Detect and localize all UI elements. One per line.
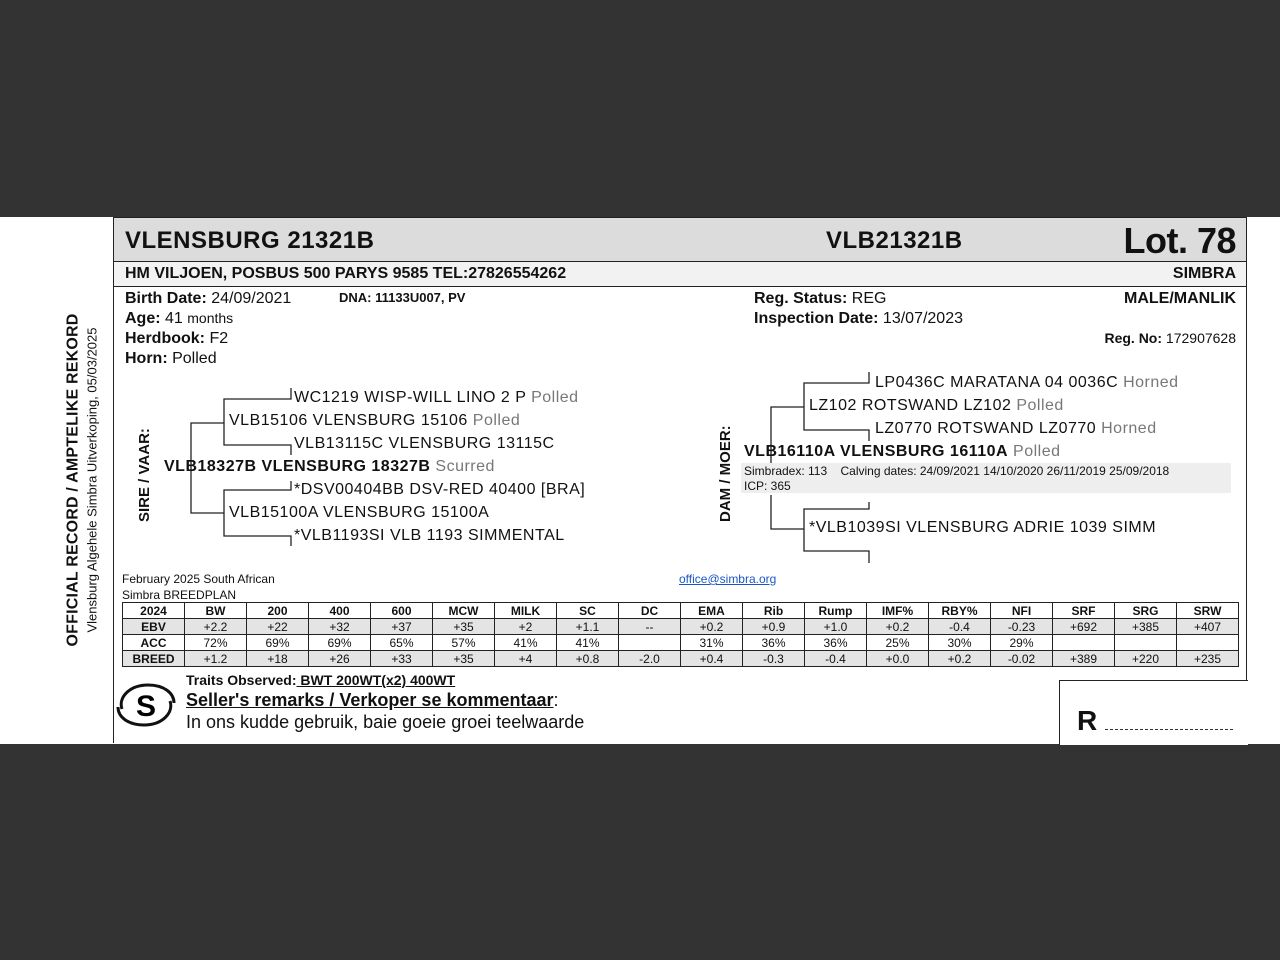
breed-cell: +0.2	[929, 651, 991, 667]
acc-cell: 69%	[247, 635, 309, 651]
sire-sire-dam: VLB13115C VLENSBURG 13115C	[294, 435, 555, 452]
breed-avg-row	[123, 651, 1239, 667]
ebv-col-header: 200	[247, 603, 309, 619]
breed-row-label: BREED	[123, 651, 185, 667]
ebv-row-label: EBV	[123, 619, 185, 635]
ebv-col-header: NFI	[991, 603, 1053, 619]
acc-cell: 25%	[867, 635, 929, 651]
animal-code: VLB21321B	[826, 227, 963, 254]
ebv-col-header: SRF	[1053, 603, 1115, 619]
ebv-col-header: BW	[185, 603, 247, 619]
dam-sire-dam: LZ0770 ROTSWAND LZ0770 Horned	[875, 420, 1157, 437]
lot-number: Lot. 78	[1123, 220, 1236, 261]
ebv-col-header: RBY%	[929, 603, 991, 619]
acc-cell: 36%	[805, 635, 867, 651]
ebv-col-header: 600	[371, 603, 433, 619]
sire-sire-sire: WC1219 WISP-WILL LINO 2 P Polled	[294, 389, 579, 406]
sire-label: SIRE / VAAR:	[136, 428, 153, 522]
reg-number: Reg. No: 172907628	[1104, 330, 1236, 346]
sire-dam-sire: *DSV00404BB DSV-RED 40400 [BRA]	[294, 481, 586, 498]
breed-cell: +33	[371, 651, 433, 667]
breed-cell: +18	[247, 651, 309, 667]
ebv-cell: -0.4	[929, 619, 991, 635]
acc-cell	[1177, 635, 1239, 651]
horn-status: Horn: Polled	[125, 350, 217, 367]
ebv-cell: +407	[1177, 619, 1239, 635]
lot-card	[113, 217, 1247, 743]
acc-cell: 31%	[681, 635, 743, 651]
side-caption	[62, 300, 102, 660]
remarks-heading: Seller's remarks / Verkoper se kommentaar:	[186, 690, 559, 710]
ebv-col-header: Rib	[743, 603, 805, 619]
acc-cell	[619, 635, 681, 651]
breed-cell: +1.2	[185, 651, 247, 667]
breed-cell: +220	[1115, 651, 1177, 667]
ebv-col-header: Rump	[805, 603, 867, 619]
ebv-cell: +1.0	[805, 619, 867, 635]
breed-cell: +35	[433, 651, 495, 667]
breedplan-line1: February 2025 South African	[122, 572, 275, 586]
age: Age: 41 months	[125, 310, 234, 327]
acc-cell: 65%	[371, 635, 433, 651]
ebv-cell: +35	[433, 619, 495, 635]
official-record-label: OFFICIAL RECORD / AMPTELIKE REKORD	[64, 313, 82, 647]
sire-dam-dam: *VLB1193SI VLB 1193 SIMMENTAL	[294, 527, 565, 544]
ebv-cell: -0.23	[991, 619, 1053, 635]
dam-simbradex-calving: Simbradex: 113 Calving dates: 24/09/2021 14/10/2020 26/11/2019 25/09/2018	[744, 464, 1170, 478]
ebv-col-header: EMA	[681, 603, 743, 619]
sale-caption: Vlensburg Algehele Simbra Uitverkoping, 05/03/2025	[84, 327, 100, 633]
breed-cell: -0.02	[991, 651, 1053, 667]
acc-row	[123, 635, 1239, 651]
ebv-col-header: DC	[619, 603, 681, 619]
ebv-col-header: MILK	[495, 603, 557, 619]
animal-name: VLENSBURG 21321B	[125, 227, 375, 254]
traits-observed: Traits Observed: BWT 200WT(x2) 400WT	[186, 672, 456, 688]
ebv-cell: +0.2	[681, 619, 743, 635]
breed-cell: +0.8	[557, 651, 619, 667]
acc-cell: 41%	[557, 635, 619, 651]
herdbook: Herdbook: F2	[125, 330, 229, 347]
ebv-col-header: SC	[557, 603, 619, 619]
dam-sire: LZ102 ROTSWAND LZ102 Polled	[809, 397, 1064, 414]
ebv-col-header: SRW	[1177, 603, 1239, 619]
sire-sire: VLB15106 VLENSBURG 15106 Polled	[229, 412, 521, 429]
ebv-year: 2024	[123, 603, 185, 619]
acc-cell: 29%	[991, 635, 1053, 651]
ebv-header-row	[123, 603, 1239, 619]
breed-cell: +0.0	[867, 651, 929, 667]
inspection-date: Inspection Date: 13/07/2023	[754, 310, 963, 327]
ebv-cell: +385	[1115, 619, 1177, 635]
logo-letter: S	[135, 690, 157, 723]
acc-cell: 69%	[309, 635, 371, 651]
ebv-cell: +2.2	[185, 619, 247, 635]
owner-info: HM VILJOEN, POSBUS 500 PARYS 9585 TEL:27826554262	[125, 265, 567, 282]
ebv-cell: +2	[495, 619, 557, 635]
dam-performance-box	[741, 463, 1231, 493]
dam-sire-sire: LP0436C MARATANA 04 0036C Horned	[875, 374, 1179, 391]
sire-main: VLB18327B VLENSBURG 18327B Scurred	[164, 458, 495, 475]
ebv-cell: +22	[247, 619, 309, 635]
breed-cell: -2.0	[619, 651, 681, 667]
acc-cell	[1053, 635, 1115, 651]
breed-cell: +0.4	[681, 651, 743, 667]
breed-cell: +235	[1177, 651, 1239, 667]
ebv-cell: +32	[309, 619, 371, 635]
breed-cell: -0.3	[743, 651, 805, 667]
breed-cell: -0.4	[805, 651, 867, 667]
simbra-logo-icon	[114, 679, 178, 731]
breedplan-line2: Simbra BREEDPLAN	[122, 588, 237, 602]
ebv-col-header: MCW	[433, 603, 495, 619]
dam-main: VLB16110A VLENSBURG 16110A Polled	[744, 443, 1061, 460]
dam-icp: ICP: 365	[744, 479, 791, 493]
rand-label: R	[1077, 705, 1098, 736]
email-link[interactable]: office@simbra.org	[679, 572, 777, 586]
reg-status: Reg. Status: REG	[754, 290, 887, 307]
breed-cell: +4	[495, 651, 557, 667]
ebv-cell: +692	[1053, 619, 1115, 635]
acc-cell: 72%	[185, 635, 247, 651]
sex-label: MALE/MANLIK	[1124, 290, 1236, 307]
acc-cell: 41%	[495, 635, 557, 651]
ebv-cell: +1.1	[557, 619, 619, 635]
ebv-col-header: IMF%	[867, 603, 929, 619]
ebv-cell: +0.2	[867, 619, 929, 635]
breed-cell: +26	[309, 651, 371, 667]
acc-cell: 57%	[433, 635, 495, 651]
ebv-col-header: 400	[309, 603, 371, 619]
dam-dam: *VLB1039SI VLENSBURG ADRIE 1039 SIMM	[809, 519, 1157, 536]
ebv-col-header: SRG	[1115, 603, 1177, 619]
ebv-cell: --	[619, 619, 681, 635]
acc-cell	[1115, 635, 1177, 651]
acc-cell: 36%	[743, 635, 805, 651]
breed-cell: +389	[1053, 651, 1115, 667]
ebv-cell: +37	[371, 619, 433, 635]
ebv-cell: +0.9	[743, 619, 805, 635]
sire-dam: VLB15100A VLENSBURG 15100A	[229, 504, 490, 521]
price-box	[1059, 680, 1248, 745]
ebv-table	[122, 602, 1239, 667]
dna-info: DNA: 11133U007, PV	[339, 290, 466, 305]
acc-cell: 30%	[929, 635, 991, 651]
dam-label: DAM / MOER:	[717, 425, 734, 522]
acc-row-label: ACC	[123, 635, 185, 651]
remarks-text: In ons kudde gebruik, baie goeie groei teelwaarde	[186, 712, 585, 732]
ebv-row	[123, 619, 1239, 635]
birth-date: Birth Date: 24/09/2021	[125, 290, 292, 307]
price-line	[1105, 729, 1233, 730]
breed-label: SIMBRA	[1172, 265, 1236, 282]
